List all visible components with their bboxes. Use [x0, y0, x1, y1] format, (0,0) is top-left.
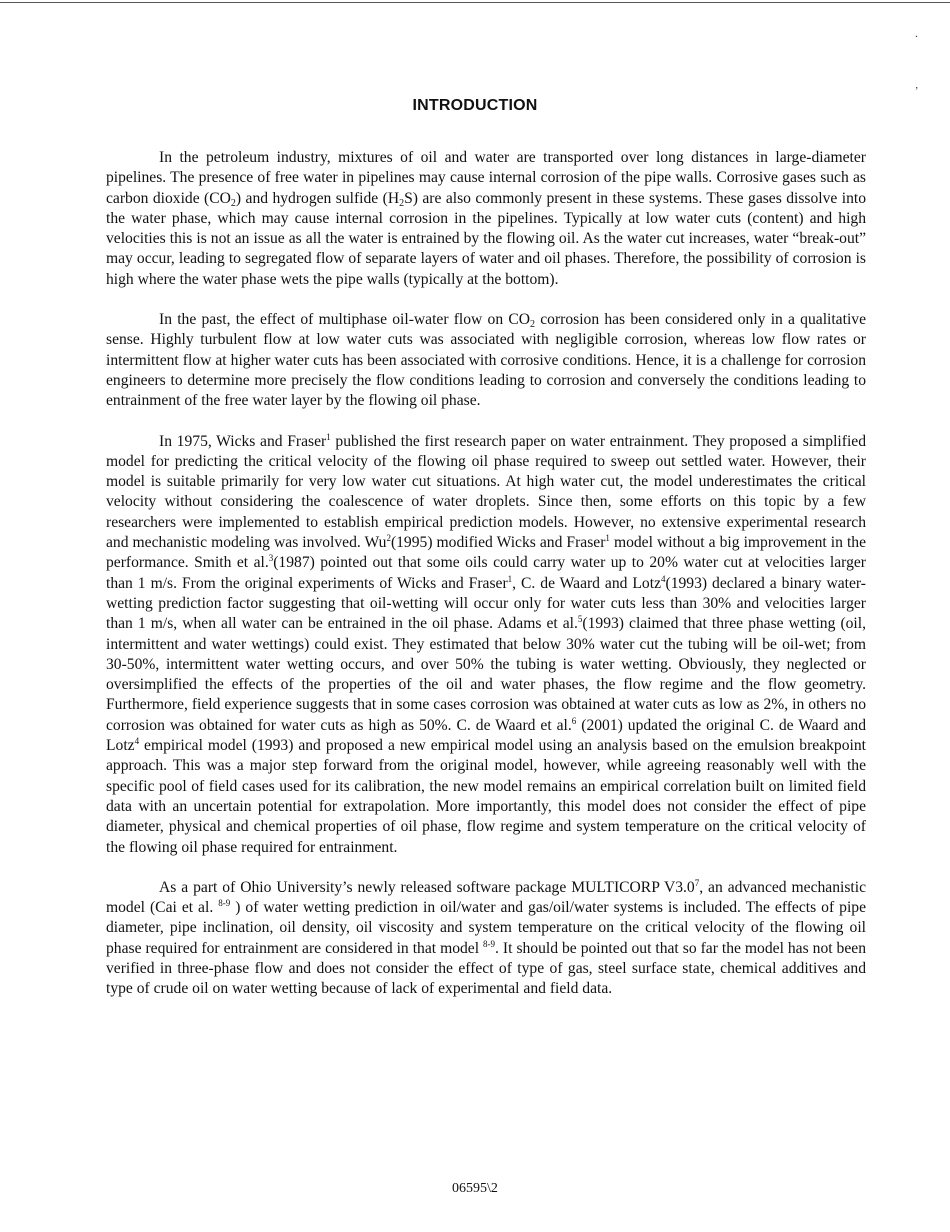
citation-ref: 8-9 — [483, 938, 496, 949]
text-run: In 1975, Wicks and Fraser — [159, 432, 327, 450]
text-run: , an advanced mechanistic model (Cai et al. — [106, 878, 866, 917]
paragraph-2 — [106, 310, 866, 411]
text-run: empirical model (1993) and proposed a new empirical model using an analysis based on the emulsion breakpoint approach. This was a major step forward from the original model, however, while agreeing reasonably well with the specific pool of field cases used for its calibration, the new model remains an empirical correlation built on limited field data with an uncertain potential for extrapolation. More importantly, this model does not consider the effect of pipe diameter, physical and chemical properties of oil phase, flow regime and system temperature on the critical velocity of the flowing oil phase required for entrainment. — [106, 737, 866, 856]
subscript: 2 — [530, 319, 536, 331]
text-run: published the first research paper on water entrainment. They proposed a simplified model for predicting the critical velocity of the flowing oil phase required to sweep out settled water. However, their model is suitable primarily for very low water cut situations. At high water cut, the model underestimates the critical velocity without considering the coalescence of water droplets. Since then, some efforts on this topic by a few researchers were implemented to establish empirical prediction models. However, no extensive experimental research and mechanistic modeling was involved. Wu — [106, 432, 866, 552]
text-run: In the past, the effect of multiphase oil-water flow on CO — [159, 311, 531, 329]
text-run: model without a big improvement in the performance. Smith et al. — [106, 534, 866, 572]
paragraph-3 — [106, 432, 866, 858]
text-run: ) and hydrogen sulfide (H — [235, 189, 400, 207]
body-text — [106, 148, 866, 1020]
text-run: corrosion has been considered only in a qualitative sense. Highly turbulent flow at low water cuts was associated with negligible corrosion, whereas low flow rates or intermittent flow at higher water cuts has been associated with corrosive conditions. Hence, it is a challenge for corrosion engineers to determine more precisely the flow conditions leading to corrosion and conversely the conditions leading to entrainment of the free water layer by the flowing oil phase. — [106, 311, 866, 410]
citation-ref: 4 — [661, 573, 666, 584]
text-run: (1993) declared a binary water-wetting prediction factor suggesting that oil-wetting will occur only for water cuts less than 30% and velocities larger than 1 m/s, when all water can be entrained in the oil phase. Adams et al. — [106, 574, 866, 633]
text-run: (1993) claimed that three phase wetting (oil, intermittent and water wettings) could exist. They estimated that below 30% water cut the tubing will be oil-wet; from 30-50%, intermittent water wetting occurs, and over 50% the tubing is water wetting. Obviously, they neglected or oversimplified the effects of the properties of the oil and water phases, the flow regime and the flow geometry. Furthermore, field experience suggests that in some cases corrosion was obtained at water cuts as low as 2%, in others no corrosion was obtained for water cuts as high as 50%. C. de Waard et al. — [106, 615, 866, 734]
citation-ref: 2 — [386, 533, 391, 544]
section-heading: INTRODUCTION — [412, 97, 538, 114]
text-run: S) are also commonly present in these systems. These gases dissolve into the water phase, which may cause internal corrosion in the pipelines. Typically at low water cuts (content) and high velocities this is not an issue as all the water is entrained by the flowing oil. As the water cut increases, water “break-out” may occur, leading to segregated flow of separate layers of water and oil phases. Therefore, the possibility of corrosion is high where the water phase wets the pipe walls (typically at the bottom). — [106, 189, 867, 288]
citation-ref: 3 — [268, 553, 274, 564]
subscript: 2 — [230, 197, 236, 209]
text-run: (1987) pointed out that some oils could carry water up to 20% water cut at velocities larger than 1 m/s. From the original experiments of Wicks and Fraser — [106, 554, 867, 592]
citation-ref: 5 — [577, 614, 583, 625]
citation-ref: 4 — [134, 736, 140, 747]
text-run: As a part of Ohio University’s newly released software package MULTICORP V3.0 — [159, 878, 695, 896]
citation-ref: 7 — [694, 877, 700, 888]
citation-ref: 8-9 — [218, 898, 231, 909]
text-run: ) of water wetting prediction in oil/water and gas/oil/water systems is included. The effects of pipe diameter, pipe inclination, oil density, oil viscosity and system temperature on the critical velocity of the flowing oil phase required for entrainment are considered in that model — [106, 899, 866, 957]
citation-ref: 1 — [507, 573, 513, 584]
text-run: . It should be pointed out that so far the model has not been verified in three-phase flow and does not consider the effect of type of gas, steel surface state, chemical additives and type of crude oil on water wetting because of lack of experimental and field data. — [106, 939, 866, 998]
paragraph-4 — [106, 878, 866, 1000]
margin-mark: ’ — [915, 86, 919, 97]
text-run: In the petroleum industry, mixtures of oil and water are transported over long distances in large-diameter pipelines. The presence of free water in pipelines may cause internal corrosion of the pipe walls. Corrosive gases such as carbon dioxide (CO — [106, 149, 866, 207]
citation-ref: 6 — [571, 715, 577, 726]
margin-mark: . — [915, 26, 918, 40]
page-footer-code: 06595\2 — [452, 1181, 498, 1196]
text-run: (1995) modified Wicks and Fraser — [390, 534, 606, 552]
top-border-line — [0, 2, 950, 3]
citation-ref: 1 — [326, 431, 331, 442]
subscript: 2 — [399, 197, 405, 209]
text-run: , C. de Waard and Lotz — [512, 574, 661, 592]
text-run: (2001) updated the original C. de Waard and Lotz — [106, 716, 866, 755]
citation-ref: 1 — [605, 533, 610, 544]
paragraph-1 — [106, 148, 866, 290]
